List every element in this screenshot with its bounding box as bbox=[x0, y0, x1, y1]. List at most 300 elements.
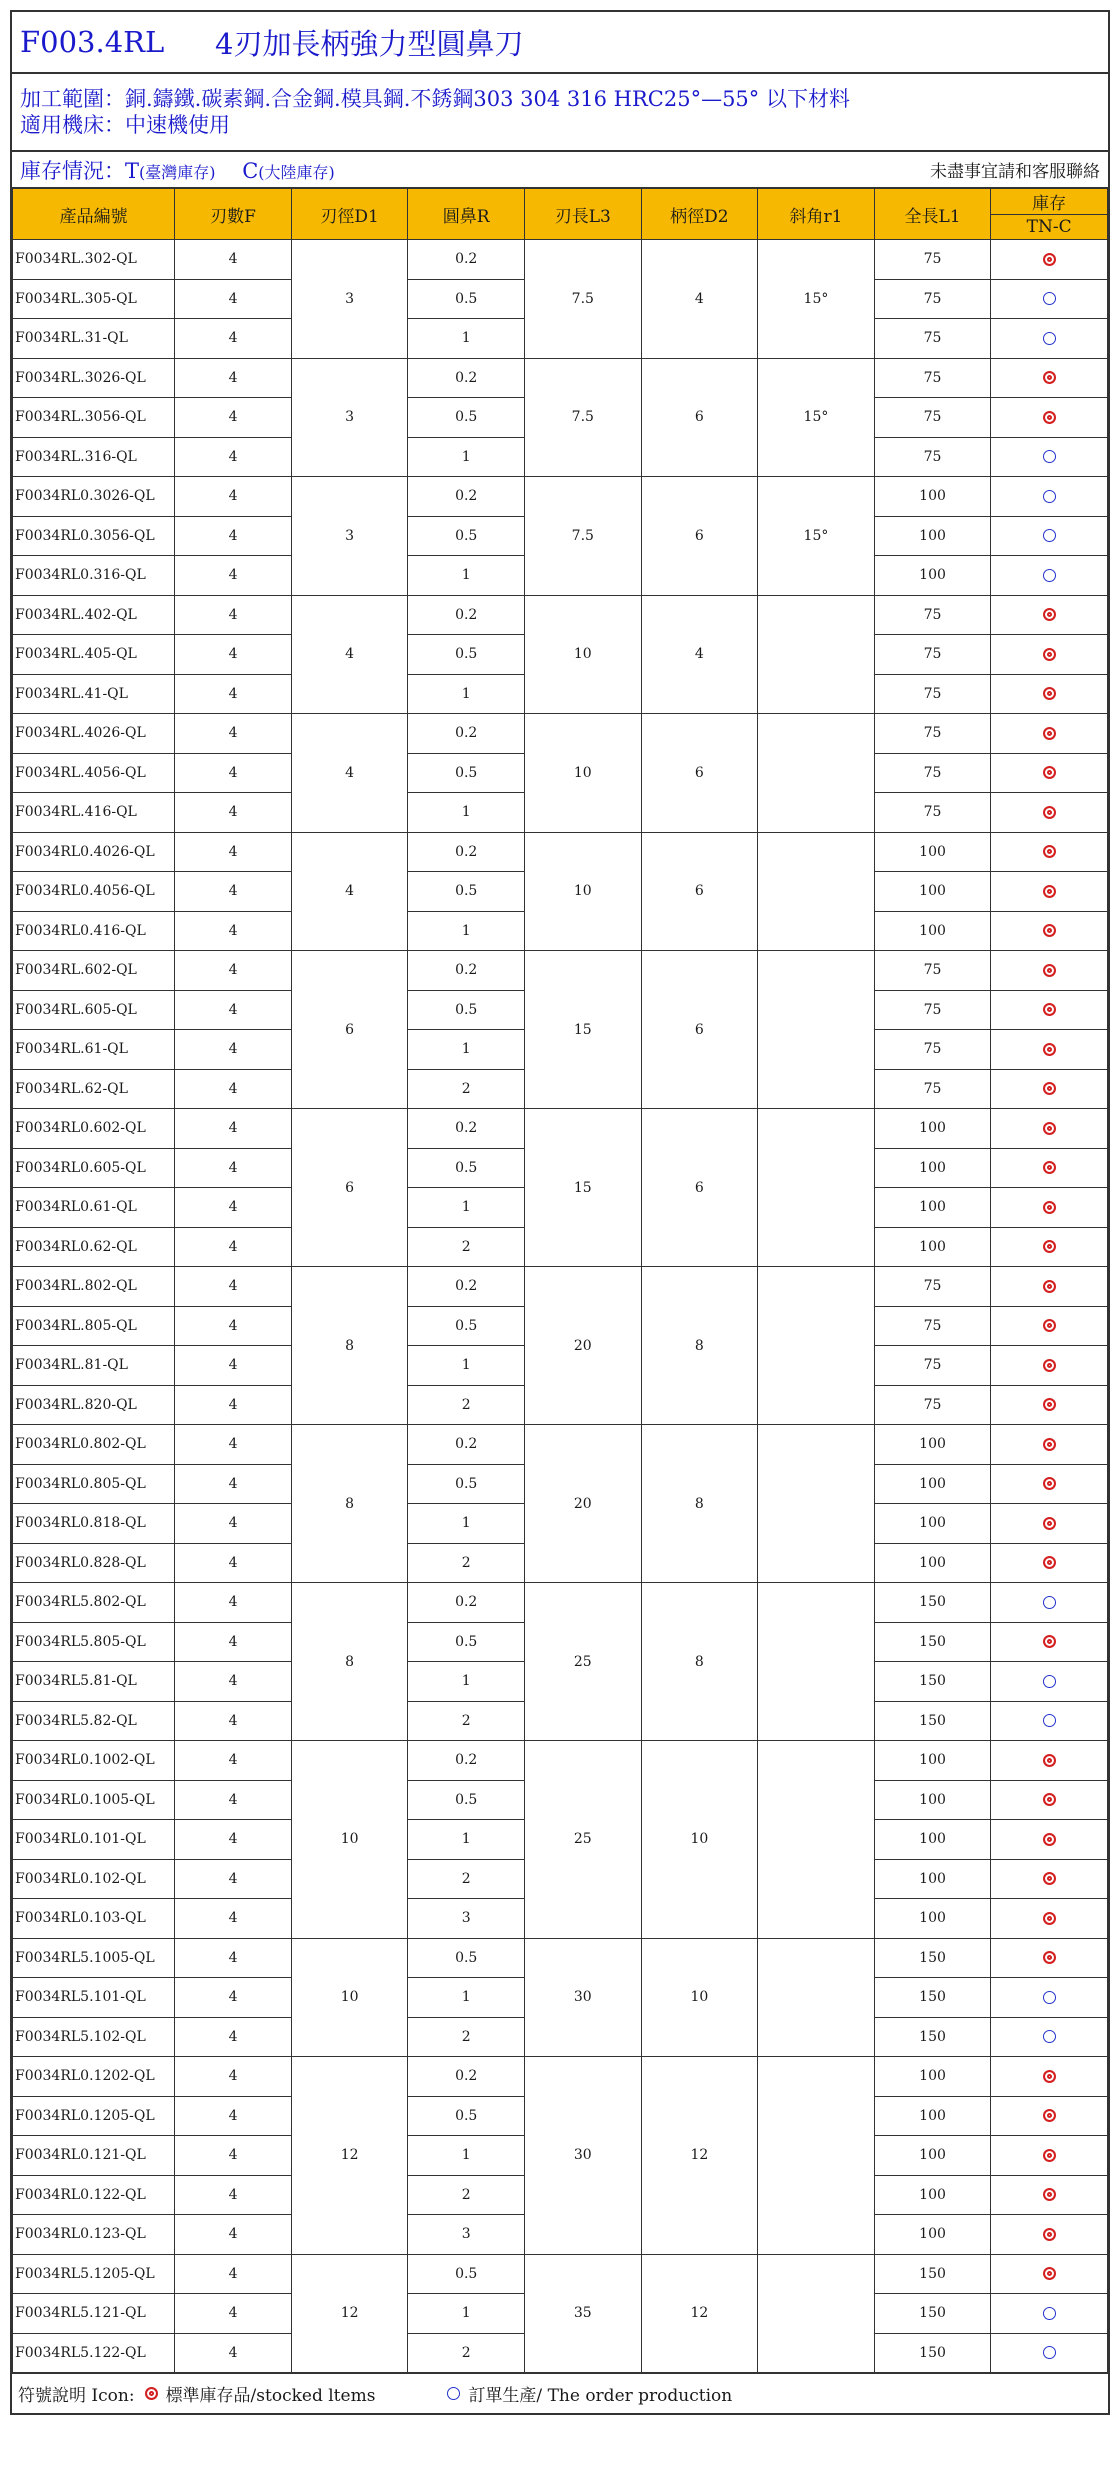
stock-cell bbox=[991, 1030, 1108, 1070]
table-row bbox=[13, 1741, 1108, 1781]
stock-cell bbox=[991, 437, 1108, 477]
stock-cell bbox=[991, 2294, 1108, 2334]
stocked-icon bbox=[1043, 1951, 1056, 1964]
radius-cell: 3 bbox=[408, 2215, 525, 2255]
legend-stocked: 標準庫存品/stocked ltems bbox=[165, 2386, 376, 2406]
flutes-cell: 4 bbox=[175, 2254, 292, 2294]
r1-cell bbox=[758, 1583, 875, 1741]
stocked-icon bbox=[1043, 371, 1056, 384]
flutes-cell: 4 bbox=[175, 951, 292, 991]
flutes-cell: 4 bbox=[175, 1938, 292, 1978]
order-icon bbox=[1043, 2307, 1056, 2320]
stock-cell bbox=[991, 556, 1108, 596]
product-code-cell: F0034RL5.81-QL bbox=[13, 1662, 175, 1702]
product-code-cell: F0034RL0.101-QL bbox=[13, 1820, 175, 1860]
d1-cell: 8 bbox=[291, 1425, 408, 1583]
l1-cell: 150 bbox=[874, 1583, 991, 1623]
product-code-cell: F0034RL0.416-QL bbox=[13, 911, 175, 951]
radius-cell: 0.2 bbox=[408, 240, 525, 280]
col-header-r1: 斜角r1 bbox=[758, 189, 875, 240]
radius-cell: 0.5 bbox=[408, 990, 525, 1030]
product-code-cell: F0034RL5.1205-QL bbox=[13, 2254, 175, 2294]
l1-cell: 75 bbox=[874, 595, 991, 635]
radius-cell: 0.5 bbox=[408, 279, 525, 319]
order-icon bbox=[1043, 490, 1056, 503]
product-code-cell: F0034RL5.1005-QL bbox=[13, 1938, 175, 1978]
product-code-cell: F0034RL.41-QL bbox=[13, 674, 175, 714]
flutes-cell: 4 bbox=[175, 1464, 292, 1504]
d2-cell: 12 bbox=[641, 2254, 758, 2373]
stocked-icon bbox=[1043, 1122, 1056, 1135]
stocked-icon bbox=[1043, 2109, 1056, 2122]
d1-cell: 4 bbox=[291, 714, 408, 833]
product-code-cell: F0034RL.416-QL bbox=[13, 793, 175, 833]
stock-cell bbox=[991, 2096, 1108, 2136]
radius-cell: 1 bbox=[408, 1978, 525, 2018]
stock-cell bbox=[991, 595, 1108, 635]
l1-cell: 75 bbox=[874, 1385, 991, 1425]
d1-cell: 6 bbox=[291, 951, 408, 1109]
d1-cell: 4 bbox=[291, 595, 408, 714]
stock-cell bbox=[991, 1227, 1108, 1267]
l1-cell: 100 bbox=[874, 1741, 991, 1781]
product-code-cell: F0034RL0.316-QL bbox=[13, 556, 175, 596]
radius-cell: 1 bbox=[408, 1820, 525, 1860]
table-row bbox=[13, 1425, 1108, 1465]
radius-cell: 0.2 bbox=[408, 1425, 525, 1465]
stock-cell bbox=[991, 1504, 1108, 1544]
stocked-icon bbox=[1043, 2228, 1056, 2241]
materials-text: 加工範圍：銅.鑄鐵.碳素鋼.合金鋼.模具鋼.不銹鋼303 304 316 HRC25°—55° 以下材料 bbox=[20, 87, 850, 111]
l3-cell: 15 bbox=[525, 951, 642, 1109]
radius-cell: 1 bbox=[408, 2294, 525, 2334]
r1-cell bbox=[758, 2057, 875, 2255]
r1-cell bbox=[758, 1938, 875, 2057]
stocked-icon bbox=[1043, 648, 1056, 661]
table-row bbox=[13, 1583, 1108, 1623]
l3-cell: 20 bbox=[525, 1267, 642, 1425]
radius-cell: 0.2 bbox=[408, 1583, 525, 1623]
stocked-icon bbox=[1043, 885, 1056, 898]
stock-cell bbox=[991, 911, 1108, 951]
l1-cell: 100 bbox=[874, 477, 991, 517]
flutes-cell: 4 bbox=[175, 279, 292, 319]
product-code-cell: F0034RL.4026-QL bbox=[13, 714, 175, 754]
product-code-cell: F0034RL0.122-QL bbox=[13, 2175, 175, 2215]
stock-legend bbox=[20, 155, 335, 185]
stocked-icon bbox=[1043, 1872, 1056, 1885]
radius-cell: 0.2 bbox=[408, 477, 525, 517]
product-code-cell: F0034RL0.61-QL bbox=[13, 1188, 175, 1228]
product-code-cell: F0034RL0.62-QL bbox=[13, 1227, 175, 1267]
l1-cell: 75 bbox=[874, 240, 991, 280]
d1-cell: 4 bbox=[291, 832, 408, 951]
l1-cell: 75 bbox=[874, 1030, 991, 1070]
stocked-icon bbox=[1043, 2149, 1056, 2162]
flutes-cell: 4 bbox=[175, 240, 292, 280]
stock-cell bbox=[991, 1741, 1108, 1781]
stock-cell bbox=[991, 1938, 1108, 1978]
stock-c-note: (大陸庫存) bbox=[258, 162, 335, 182]
l1-cell: 100 bbox=[874, 2096, 991, 2136]
radius-cell: 3 bbox=[408, 1899, 525, 1939]
stock-cell bbox=[991, 1385, 1108, 1425]
stocked-icon bbox=[1043, 1635, 1056, 1648]
order-icon bbox=[1043, 1596, 1056, 1609]
product-code-cell: F0034RL5.82-QL bbox=[13, 1701, 175, 1741]
table-row bbox=[13, 595, 1108, 635]
contact-note: 未盡事宜請和客服聯絡 bbox=[930, 162, 1100, 182]
flutes-cell: 4 bbox=[175, 1346, 292, 1386]
stock-cell bbox=[991, 1820, 1108, 1860]
radius-cell: 0.2 bbox=[408, 1267, 525, 1307]
r1-cell bbox=[758, 595, 875, 714]
table-row bbox=[13, 358, 1108, 398]
radius-cell: 1 bbox=[408, 1504, 525, 1544]
col-header-d1: 刃徑D1 bbox=[291, 189, 408, 240]
flutes-cell: 4 bbox=[175, 2096, 292, 2136]
l3-cell: 10 bbox=[525, 595, 642, 714]
radius-cell: 0.2 bbox=[408, 714, 525, 754]
stocked-icon bbox=[1043, 608, 1056, 621]
d2-cell: 10 bbox=[641, 1741, 758, 1939]
l1-cell: 100 bbox=[874, 1227, 991, 1267]
stocked-icon bbox=[1043, 845, 1056, 858]
stock-cell bbox=[991, 951, 1108, 991]
col-header-l1: 全長L1 bbox=[874, 189, 991, 240]
radius-cell: 0.5 bbox=[408, 753, 525, 793]
flutes-cell: 4 bbox=[175, 1899, 292, 1939]
radius-cell: 0.5 bbox=[408, 2254, 525, 2294]
radius-cell: 2 bbox=[408, 1069, 525, 1109]
stock-cell bbox=[991, 1109, 1108, 1149]
product-code-cell: F0034RL0.103-QL bbox=[13, 1899, 175, 1939]
flutes-cell: 4 bbox=[175, 2136, 292, 2176]
product-code-cell: F0034RL0.805-QL bbox=[13, 1464, 175, 1504]
d2-cell: 8 bbox=[641, 1583, 758, 1741]
radius-cell: 0.2 bbox=[408, 832, 525, 872]
l1-cell: 100 bbox=[874, 1504, 991, 1544]
d2-cell: 6 bbox=[641, 477, 758, 596]
flutes-cell: 4 bbox=[175, 1820, 292, 1860]
l1-cell: 100 bbox=[874, 832, 991, 872]
product-code-cell: F0034RL0.1005-QL bbox=[13, 1780, 175, 1820]
product-code-cell: F0034RL.802-QL bbox=[13, 1267, 175, 1307]
flutes-cell: 4 bbox=[175, 1030, 292, 1070]
order-icon bbox=[1043, 1991, 1056, 2004]
l1-cell: 150 bbox=[874, 2254, 991, 2294]
radius-cell: 1 bbox=[408, 556, 525, 596]
order-icon bbox=[1043, 2030, 1056, 2043]
stock-cell bbox=[991, 398, 1108, 438]
l1-cell: 100 bbox=[874, 911, 991, 951]
stock-cell bbox=[991, 1978, 1108, 2018]
flutes-cell: 4 bbox=[175, 714, 292, 754]
d1-cell: 3 bbox=[291, 477, 408, 596]
product-code-cell: F0034RL.302-QL bbox=[13, 240, 175, 280]
stocked-icon bbox=[1043, 1793, 1056, 1806]
radius-cell: 0.5 bbox=[408, 2096, 525, 2136]
product-code-cell: F0034RL0.802-QL bbox=[13, 1425, 175, 1465]
stocked-icon bbox=[1043, 806, 1056, 819]
radius-cell: 1 bbox=[408, 1030, 525, 1070]
stock-cell bbox=[991, 1583, 1108, 1623]
radius-cell: 2 bbox=[408, 1227, 525, 1267]
flutes-cell: 4 bbox=[175, 753, 292, 793]
radius-cell: 0.5 bbox=[408, 1780, 525, 1820]
stocked-icon bbox=[1043, 1477, 1056, 1490]
d1-cell: 10 bbox=[291, 1938, 408, 2057]
l3-cell: 30 bbox=[525, 2057, 642, 2255]
l3-cell: 35 bbox=[525, 2254, 642, 2373]
flutes-cell: 4 bbox=[175, 1188, 292, 1228]
stocked-icon bbox=[1043, 766, 1056, 779]
title-bar bbox=[12, 12, 1108, 74]
stocked-icon bbox=[145, 2387, 158, 2400]
product-code-cell: F0034RL.405-QL bbox=[13, 635, 175, 675]
r1-cell bbox=[758, 2254, 875, 2373]
radius-cell: 0.2 bbox=[408, 358, 525, 398]
stock-cell bbox=[991, 1425, 1108, 1465]
l1-cell: 100 bbox=[874, 2175, 991, 2215]
flutes-cell: 4 bbox=[175, 793, 292, 833]
machine-text: 適用機床：中速機使用 bbox=[20, 113, 230, 137]
l3-cell: 20 bbox=[525, 1425, 642, 1583]
stocked-icon bbox=[1043, 1833, 1056, 1846]
flutes-cell: 4 bbox=[175, 832, 292, 872]
table-row bbox=[13, 1109, 1108, 1149]
col-header-radius: 圓鼻R bbox=[408, 189, 525, 240]
radius-cell: 0.2 bbox=[408, 595, 525, 635]
product-code-cell: F0034RL5.802-QL bbox=[13, 1583, 175, 1623]
stock-cell bbox=[991, 1780, 1108, 1820]
stock-cell bbox=[991, 872, 1108, 912]
l1-cell: 100 bbox=[874, 2136, 991, 2176]
l1-cell: 100 bbox=[874, 1464, 991, 1504]
stock-cell bbox=[991, 1464, 1108, 1504]
l1-cell: 100 bbox=[874, 1859, 991, 1899]
table-row bbox=[13, 477, 1108, 517]
l1-cell: 100 bbox=[874, 1425, 991, 1465]
legend-order: 訂單生產/ The order production bbox=[468, 2386, 733, 2406]
radius-cell: 0.5 bbox=[408, 1622, 525, 1662]
product-code-cell: F0034RL5.102-QL bbox=[13, 2017, 175, 2057]
d2-cell: 4 bbox=[641, 595, 758, 714]
product-code-cell: F0034RL0.123-QL bbox=[13, 2215, 175, 2255]
stock-cell bbox=[991, 753, 1108, 793]
flutes-cell: 4 bbox=[175, 1622, 292, 1662]
stocked-icon bbox=[1043, 1201, 1056, 1214]
stock-cell bbox=[991, 2057, 1108, 2097]
stocked-icon bbox=[1043, 1556, 1056, 1569]
d2-cell: 8 bbox=[641, 1267, 758, 1425]
l1-cell: 75 bbox=[874, 1306, 991, 1346]
d2-cell: 6 bbox=[641, 832, 758, 951]
stock-cell bbox=[991, 1306, 1108, 1346]
table-row bbox=[13, 1267, 1108, 1307]
l1-cell: 150 bbox=[874, 2333, 991, 2373]
flutes-cell: 4 bbox=[175, 2017, 292, 2057]
product-code-cell: F0034RL.305-QL bbox=[13, 279, 175, 319]
product-code-cell: F0034RL5.101-QL bbox=[13, 1978, 175, 2018]
radius-cell: 1 bbox=[408, 674, 525, 714]
flutes-cell: 4 bbox=[175, 398, 292, 438]
product-code-cell: F0034RL.3026-QL bbox=[13, 358, 175, 398]
flutes-cell: 4 bbox=[175, 1227, 292, 1267]
l1-cell: 75 bbox=[874, 635, 991, 675]
product-code-cell: F0034RL0.3026-QL bbox=[13, 477, 175, 517]
product-code-cell: F0034RL0.605-QL bbox=[13, 1148, 175, 1188]
l1-cell: 75 bbox=[874, 319, 991, 359]
l1-cell: 75 bbox=[874, 990, 991, 1030]
stocked-icon bbox=[1043, 1003, 1056, 1016]
stock-cell bbox=[991, 1859, 1108, 1899]
stocked-icon bbox=[1043, 1359, 1056, 1372]
d2-cell: 6 bbox=[641, 951, 758, 1109]
flutes-cell: 4 bbox=[175, 2175, 292, 2215]
stock-label: 庫存情況：T bbox=[20, 158, 140, 183]
stock-cell bbox=[991, 1899, 1108, 1939]
stocked-icon bbox=[1043, 1398, 1056, 1411]
table-row bbox=[13, 240, 1108, 280]
l3-cell: 7.5 bbox=[525, 358, 642, 477]
d1-cell: 12 bbox=[291, 2057, 408, 2255]
stock-cell bbox=[991, 477, 1108, 517]
flutes-cell: 4 bbox=[175, 1504, 292, 1544]
stocked-icon bbox=[1043, 687, 1056, 700]
product-code-cell: F0034RL0.1205-QL bbox=[13, 2096, 175, 2136]
r1-cell bbox=[758, 1741, 875, 1939]
stock-cell bbox=[991, 319, 1108, 359]
l1-cell: 150 bbox=[874, 2294, 991, 2334]
stocked-icon bbox=[1043, 411, 1056, 424]
product-title: 4刃加長柄強力型圓鼻刀 bbox=[215, 26, 524, 61]
radius-cell: 0.2 bbox=[408, 1109, 525, 1149]
product-code-cell: F0034RL0.1002-QL bbox=[13, 1741, 175, 1781]
flutes-cell: 4 bbox=[175, 635, 292, 675]
l1-cell: 100 bbox=[874, 1109, 991, 1149]
stock-cell bbox=[991, 714, 1108, 754]
flutes-cell: 4 bbox=[175, 1385, 292, 1425]
product-code-cell: F0034RL0.102-QL bbox=[13, 1859, 175, 1899]
flutes-cell: 4 bbox=[175, 1109, 292, 1149]
stock-cell bbox=[991, 240, 1108, 280]
stocked-icon bbox=[1043, 1319, 1056, 1332]
radius-cell: 2 bbox=[408, 2333, 525, 2373]
radius-cell: 0.5 bbox=[408, 1148, 525, 1188]
l1-cell: 75 bbox=[874, 398, 991, 438]
stocked-icon bbox=[1043, 1754, 1056, 1767]
l1-cell: 150 bbox=[874, 1622, 991, 1662]
radius-cell: 0.5 bbox=[408, 872, 525, 912]
stock-cell bbox=[991, 1662, 1108, 1702]
l1-cell: 150 bbox=[874, 1662, 991, 1702]
stocked-icon bbox=[1043, 2188, 1056, 2201]
table-row bbox=[13, 714, 1108, 754]
l1-cell: 100 bbox=[874, 1188, 991, 1228]
stocked-icon bbox=[1043, 253, 1056, 266]
col-header-stock: 庫存 bbox=[991, 189, 1108, 215]
l3-cell: 10 bbox=[525, 714, 642, 833]
legend-label: 符號說明 Icon: bbox=[18, 2386, 135, 2406]
product-sheet bbox=[10, 10, 1110, 2415]
flutes-cell: 4 bbox=[175, 1780, 292, 1820]
product-code-cell: F0034RL.62-QL bbox=[13, 1069, 175, 1109]
l1-cell: 75 bbox=[874, 358, 991, 398]
product-code-cell: F0034RL0.602-QL bbox=[13, 1109, 175, 1149]
l1-cell: 75 bbox=[874, 437, 991, 477]
flutes-cell: 4 bbox=[175, 595, 292, 635]
l3-cell: 7.5 bbox=[525, 240, 642, 359]
flutes-cell: 4 bbox=[175, 674, 292, 714]
stock-cell bbox=[991, 1346, 1108, 1386]
r1-cell: 15° bbox=[758, 240, 875, 359]
d2-cell: 6 bbox=[641, 714, 758, 833]
radius-cell: 2 bbox=[408, 1385, 525, 1425]
flutes-cell: 4 bbox=[175, 1741, 292, 1781]
stock-cell bbox=[991, 793, 1108, 833]
flutes-cell: 4 bbox=[175, 2294, 292, 2334]
product-code-cell: F0034RL0.4056-QL bbox=[13, 872, 175, 912]
stocked-icon bbox=[1043, 1082, 1056, 1095]
flutes-cell: 4 bbox=[175, 1306, 292, 1346]
stock-cell bbox=[991, 516, 1108, 556]
d2-cell: 6 bbox=[641, 358, 758, 477]
info-block bbox=[12, 74, 1108, 152]
product-code-cell: F0034RL5.121-QL bbox=[13, 2294, 175, 2334]
d1-cell: 8 bbox=[291, 1267, 408, 1425]
product-code: F003.4RL bbox=[20, 25, 165, 59]
flutes-cell: 4 bbox=[175, 1425, 292, 1465]
stock-c-letter: C bbox=[242, 158, 259, 183]
r1-cell bbox=[758, 714, 875, 833]
l3-cell: 15 bbox=[525, 1109, 642, 1267]
l1-cell: 100 bbox=[874, 1148, 991, 1188]
radius-cell: 0.5 bbox=[408, 635, 525, 675]
l1-cell: 100 bbox=[874, 872, 991, 912]
order-icon bbox=[1043, 529, 1056, 542]
product-table bbox=[12, 188, 1108, 2373]
flutes-cell: 4 bbox=[175, 872, 292, 912]
product-code-cell: F0034RL.316-QL bbox=[13, 437, 175, 477]
product-code-cell: F0034RL.402-QL bbox=[13, 595, 175, 635]
radius-cell: 0.2 bbox=[408, 1741, 525, 1781]
flutes-cell: 4 bbox=[175, 1069, 292, 1109]
flutes-cell: 4 bbox=[175, 1978, 292, 2018]
stock-cell bbox=[991, 832, 1108, 872]
d2-cell: 10 bbox=[641, 1938, 758, 2057]
l1-cell: 75 bbox=[874, 279, 991, 319]
l1-cell: 100 bbox=[874, 1543, 991, 1583]
l1-cell: 100 bbox=[874, 516, 991, 556]
stocked-icon bbox=[1043, 1438, 1056, 1451]
stock-cell bbox=[991, 2175, 1108, 2215]
radius-cell: 0.2 bbox=[408, 951, 525, 991]
stock-cell bbox=[991, 279, 1108, 319]
table-row bbox=[13, 1938, 1108, 1978]
l3-cell: 10 bbox=[525, 832, 642, 951]
product-code-cell: F0034RL0.828-QL bbox=[13, 1543, 175, 1583]
product-code-cell: F0034RL0.818-QL bbox=[13, 1504, 175, 1544]
d2-cell: 8 bbox=[641, 1425, 758, 1583]
stock-bar bbox=[12, 152, 1108, 188]
stocked-icon bbox=[1043, 924, 1056, 937]
r1-cell bbox=[758, 832, 875, 951]
order-icon bbox=[1043, 332, 1056, 345]
product-code-cell: F0034RL0.3056-QL bbox=[13, 516, 175, 556]
d2-cell: 6 bbox=[641, 1109, 758, 1267]
l1-cell: 150 bbox=[874, 1938, 991, 1978]
